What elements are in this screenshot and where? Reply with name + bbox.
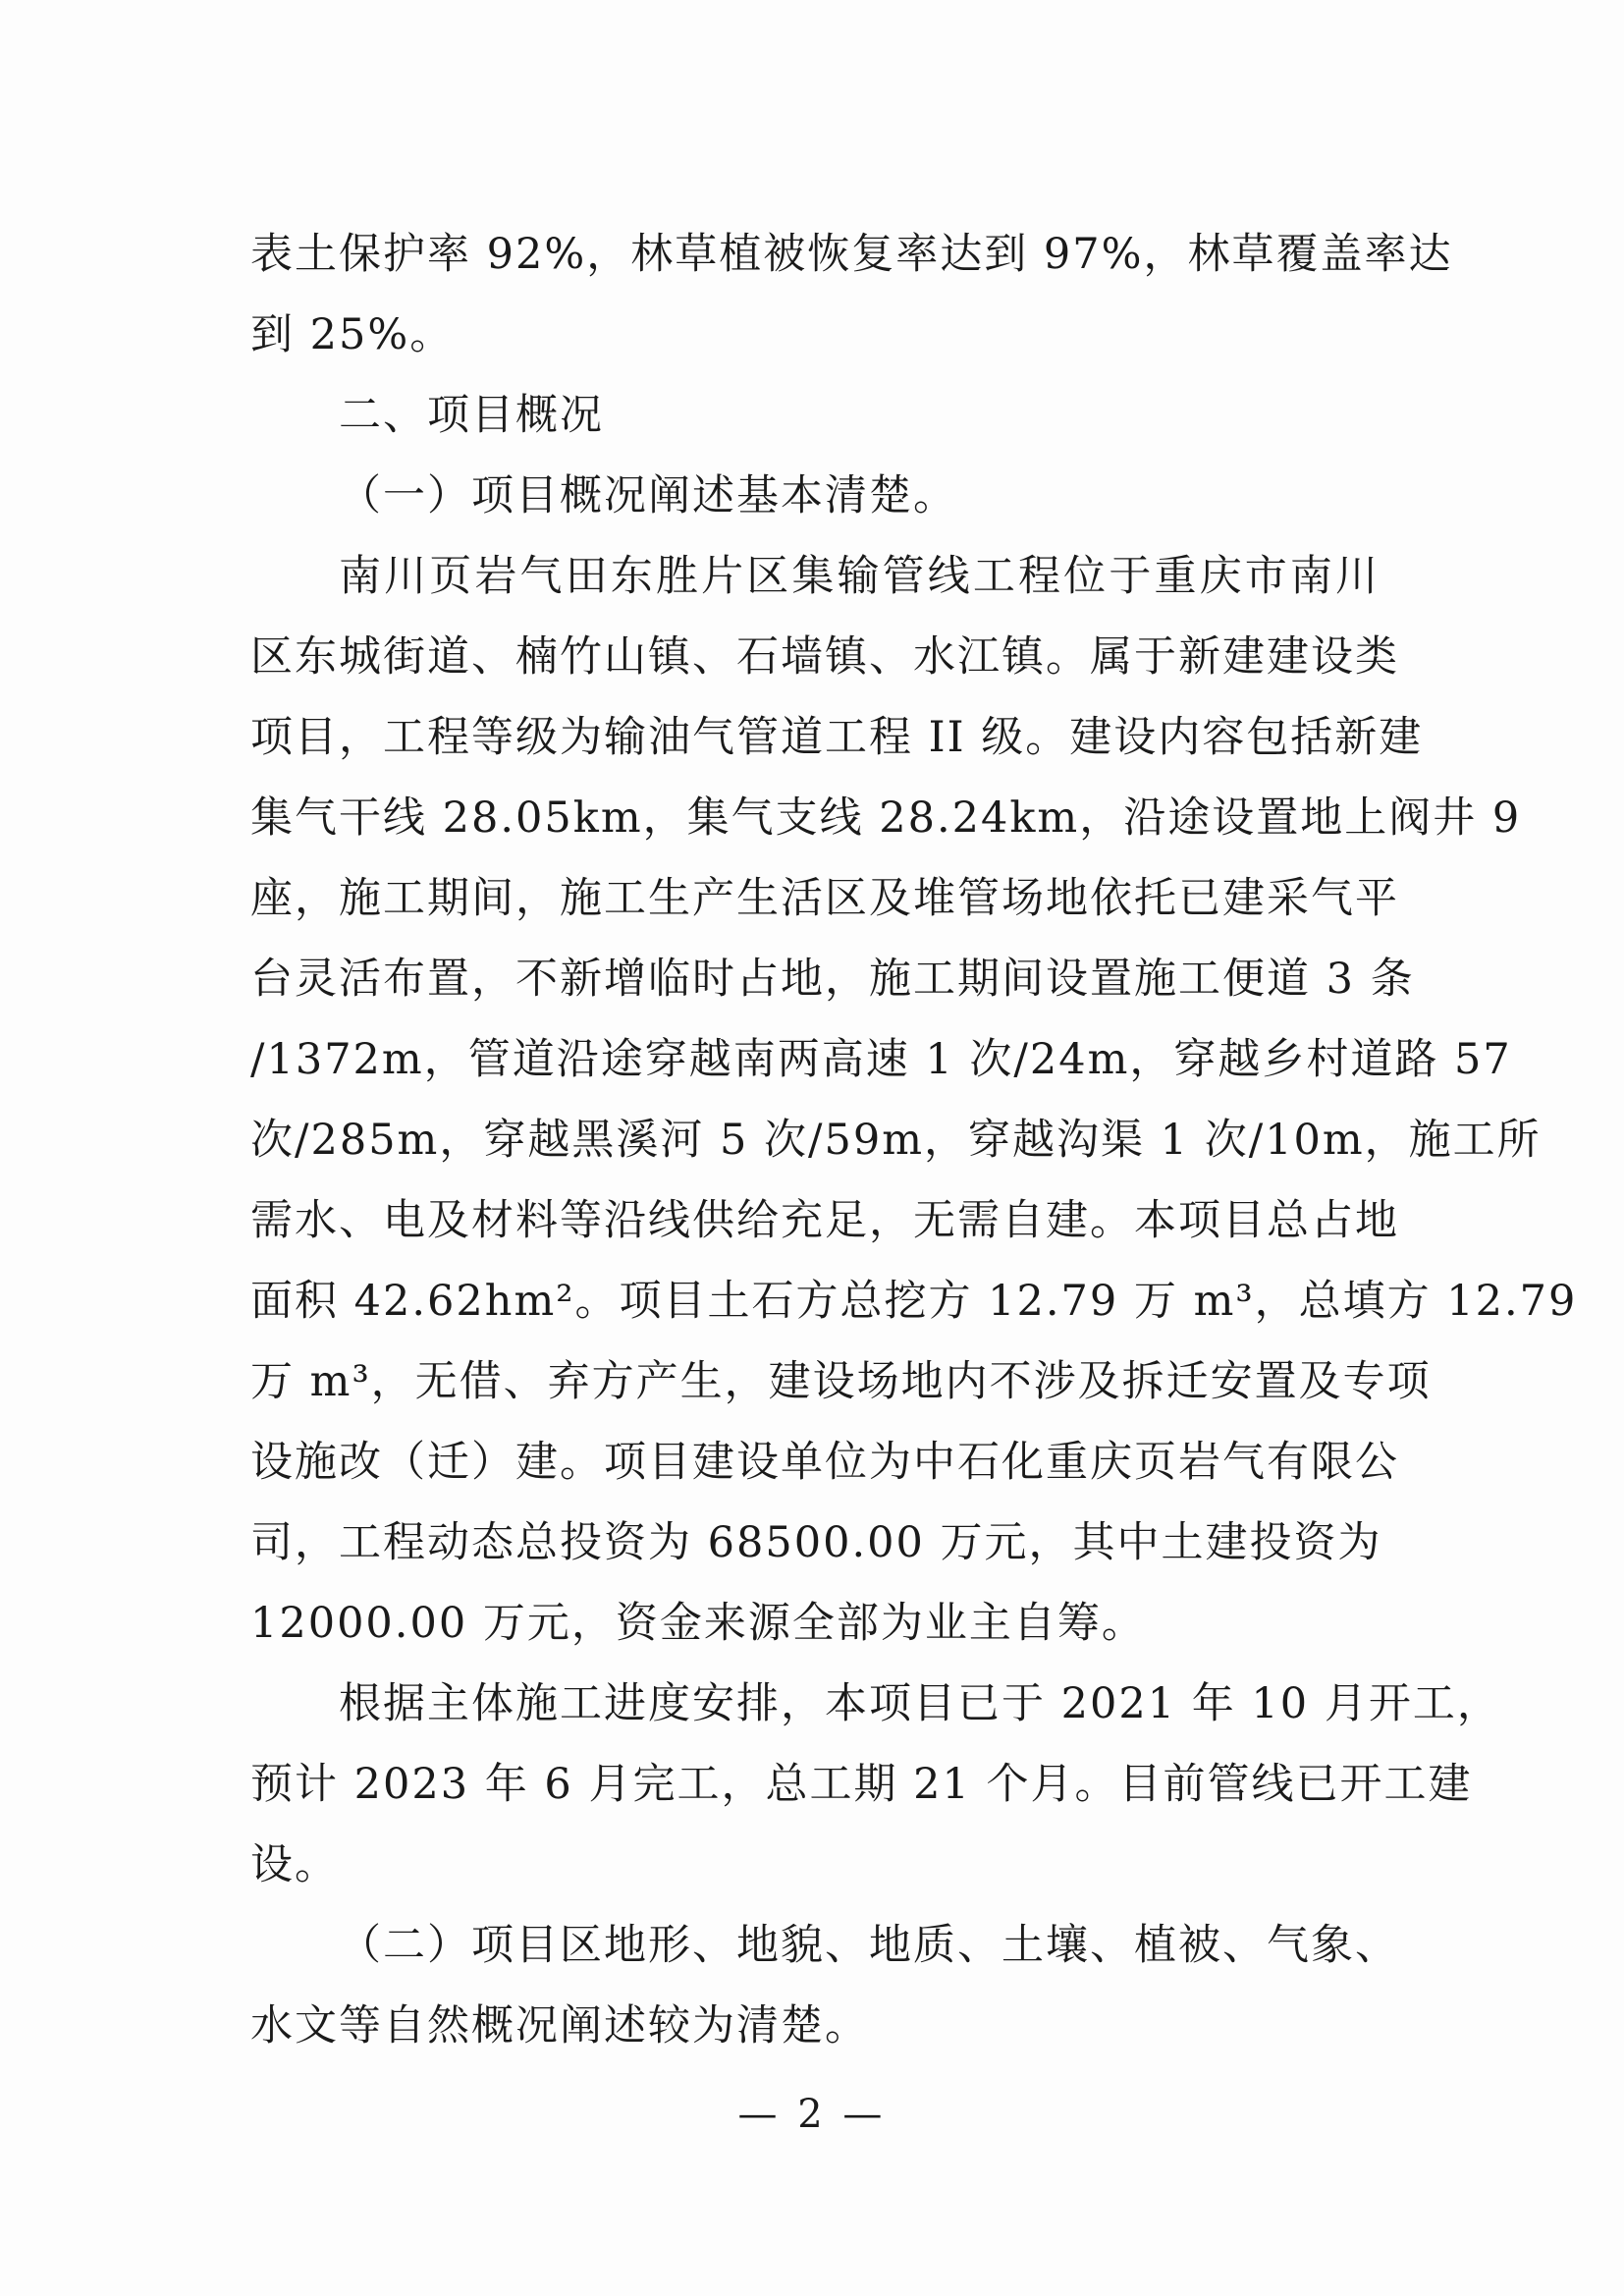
text-line: 预计 2023 年 6 月完工，总工期 21 个月。目前管线已开工建 [250, 1760, 1473, 1809]
text-line: 南川页岩气田东胜片区集输管线工程位于重庆市南川 [339, 552, 1380, 601]
text-line: 需水、电及材料等沿线供给充足，无需自建。本项目总占地 [250, 1196, 1399, 1245]
text-line: 座，施工期间，施工生产生活区及堆管场地依托已建采气平 [250, 874, 1399, 923]
text-line: 区东城街道、楠竹山镇、石墙镇、水江镇。属于新建建设类 [250, 632, 1399, 682]
subsection-heading: （一）项目概况阐述基本清楚。 [339, 471, 957, 520]
text-line: 12000.00 万元，资金来源全部为业主自筹。 [250, 1599, 1146, 1648]
document-body [250, 214, 1578, 2066]
text-line: 面积 42.62hm²。项目土石方总挖方 12.79 万 m³，总填方 12.79 [250, 1277, 1578, 1326]
text-line: 集气干线 28.05km，集气支线 28.24km，沿途设置地上阀井 9 [250, 793, 1522, 843]
text-line: 水文等自然概况阐述较为清楚。 [250, 2001, 869, 2050]
text-line: 根据主体施工进度安排，本项目已于 2021 年 10 月开工， [339, 1679, 1501, 1728]
text-line: 设。 [250, 1840, 339, 1889]
text-line: 万 m³，无借、弃方产生，建设场地内不涉及拆迁安置及专项 [250, 1357, 1432, 1406]
page-number: — 2 — [737, 2092, 887, 2137]
text-line: 司，工程动态总投资为 68500.00 万元，其中土建投资为 [250, 1518, 1382, 1567]
text-line: /1372m，管道沿途穿越南两高速 1 次/24m，穿越乡村道路 57 [250, 1035, 1512, 1084]
section-heading: 二、项目概况 [339, 391, 604, 440]
text-line: 到 25%。 [250, 310, 455, 359]
text-line: 次/285m，穿越黑溪河 5 次/59m，穿越沟渠 1 次/10m，施工所 [250, 1116, 1542, 1165]
text-line: 表土保护率 92%，林草植被恢复率达到 97%，林草覆盖率达 [250, 230, 1453, 279]
text-line: 项目，工程等级为输油气管道工程 II 级。建设内容包括新建 [250, 713, 1424, 762]
text-line: 台灵活布置，不新增临时占地，施工期间设置施工便道 3 条 [250, 955, 1415, 1004]
subsection-heading: （二）项目区地形、地貌、地质、土壤、植被、气象、 [339, 1921, 1399, 1970]
text-line: 设施改（迁）建。项目建设单位为中石化重庆页岩气有限公 [250, 1438, 1399, 1487]
